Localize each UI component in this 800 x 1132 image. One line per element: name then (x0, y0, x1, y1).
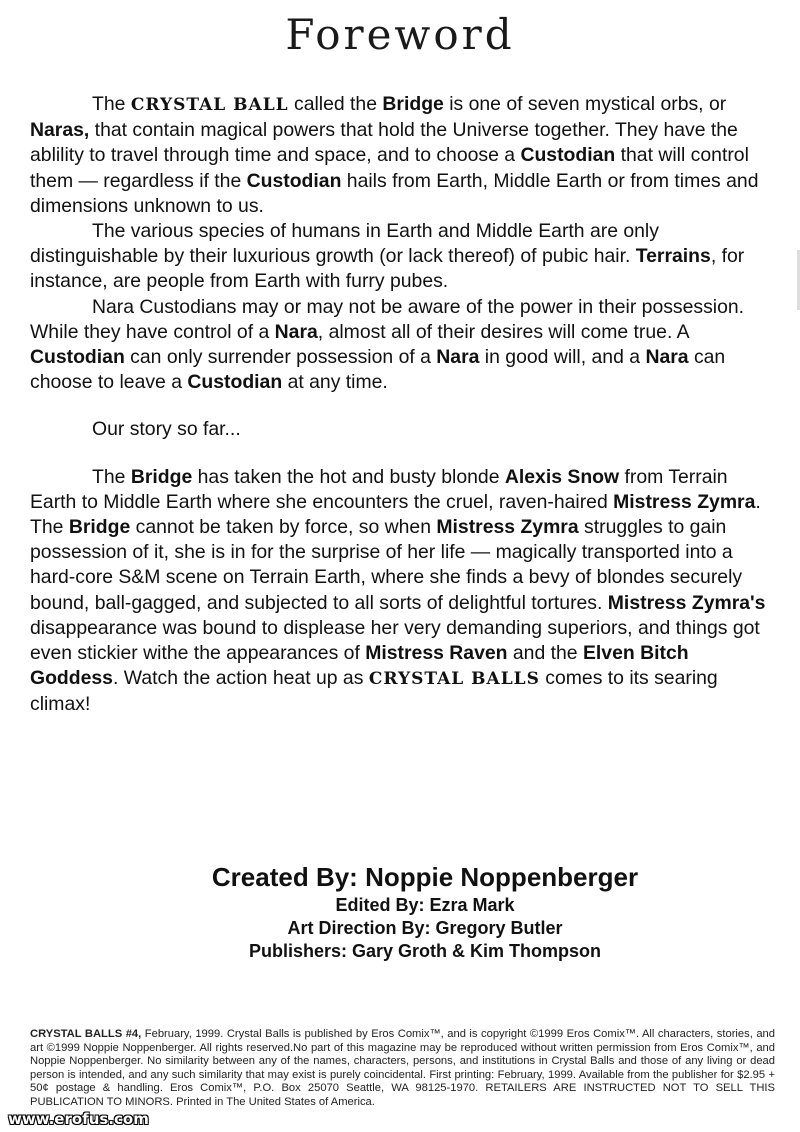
site-watermark[interactable]: www.erofus.com (8, 1110, 149, 1128)
art-direction-credit: Art Direction By: Gregory Butler (287, 918, 563, 938)
bold-term: Mistress Raven (365, 642, 508, 665)
bold-term: Nara (274, 320, 318, 343)
text-run: hails from Earth, Middle Earth or from times and dimensions unknown to us. (30, 169, 759, 217)
bold-term: Mistress Zymra (436, 516, 579, 539)
bold-term: Bridge (130, 465, 193, 488)
text-run: struggles to gain possession of it, she is in for the surprise of her life — magically transported into a hard-core S&M scene on Terrain Earth, where she finds a bevy of blondes securely bound, ball-gagged, and subjected to all sorts of delightful tortures. (30, 516, 743, 614)
text-run: can only surrender possession of a (124, 346, 437, 369)
text-run: Nara Custodians may or may not be aware of the power in their possession. While they have control of a (30, 295, 745, 343)
bold-term: Alexis Snow (504, 465, 620, 488)
copyright-fineprint (30, 1028, 775, 1110)
edited-by-credit: Edited By: Ezra Mark (335, 895, 515, 915)
publishers-credit: Publishers: Gary Groth & Kim Thompson (248, 941, 602, 961)
bold-term: Custodian (520, 144, 616, 167)
bold-term: Mistress Zymra (613, 490, 756, 513)
bold-term: Custodian (30, 346, 125, 369)
text-run: at any time. (282, 371, 388, 394)
text-run: and the (507, 642, 583, 665)
bold-term: Custodian (187, 371, 283, 394)
text-run: . The (30, 490, 761, 539)
text-run: is one of seven mystical orbs, or (443, 93, 727, 115)
text-run: can choose to leave a (30, 346, 726, 394)
created-by-credit: Created By: Noppie Noppenberger (211, 862, 639, 892)
paragraph-3 (30, 295, 778, 396)
text-run: called the (288, 93, 383, 115)
bold-term: Elven Bitch Goddess (30, 642, 689, 690)
text-run: has taken the hot and busty blonde (192, 465, 505, 488)
bold-term: Bridge (382, 93, 444, 115)
bold-term: Bridge (68, 516, 131, 539)
credits-block (0, 860, 800, 963)
text-run: The (92, 93, 131, 115)
text-run: The various species of humans in Earth and Middle Earth are only distinguishable by their luxurious growth (or lack thereof) of pubic hair. (30, 220, 659, 268)
bold-term: Custodian (246, 169, 342, 192)
text-run: , almost all of their desires will come true. A (317, 320, 689, 343)
text-run: . Watch the action heat up as (112, 667, 369, 690)
bold-term: Terrains (635, 245, 711, 268)
text-run: cannot be taken by force, so when (130, 516, 437, 539)
issue-label: CRYSTAL BALLS #4, (30, 1028, 142, 1040)
foreword-body (30, 92, 778, 718)
text-run: The (92, 465, 131, 488)
text-run: , for instance, are people from Earth with furry pubes. (30, 245, 745, 293)
text-run: comes to its searing climax! (30, 667, 718, 716)
text-run: from Terrain Earth to Middle Earth where she encounters the cruel, raven-haired (30, 465, 728, 513)
bold-term: Naras, (30, 119, 90, 142)
bold-term: Nara (645, 346, 689, 369)
legal-text: February, 1999. Crystal Balls is published by Eros Comix™, and is copyright ©1999 Eros Comix™. All characters, stories, and art ©1999 Noppie Noppenberger. All rights reserved.No part of this magazine may be reproduced without written permission from Eros Comix™, and Noppie Noppenberger. No similarity between any of the names, characters, persons, and institutions in Crystal Balls and those of any living or dead person is intended, and any such similarity that may exist is purely coincidental. First printing: February, 1999. Available from the publisher for $2.95 + 50¢ postage & handling. Eros Comix™, P.O. Box 25070 Seattle, WA 98125-1970. RETAILERS ARE INSTRUCTED NOT TO SELL THIS PUBLICATION TO MINORS. Printed in The United States of America. (30, 1028, 776, 1108)
text-run: that will control them — regardless if the (30, 144, 749, 192)
paragraph-1 (30, 92, 778, 219)
paragraph-5 (30, 465, 778, 718)
bold-term: Nara (436, 346, 480, 369)
page-title: Foreword (285, 10, 515, 59)
text-run: in good will, and a (479, 346, 646, 369)
bold-term: Mistress Zymra's (607, 591, 766, 614)
paragraph-4: Our story so far... (92, 418, 241, 441)
paragraph-2 (30, 219, 778, 295)
text-run: that contain magical powers that hold the Universe together. They have the ablility to travel through time and space, and to choose a (30, 119, 738, 167)
text-run: disappearance was bound to displease her very demanding superiors, and things got even stickier withe the appearances of (30, 616, 760, 665)
crystal-balls-logo-text: CRYSTAL BALLS (368, 669, 540, 690)
crystal-ball-logo-text: CRYSTAL BALL (130, 95, 289, 115)
